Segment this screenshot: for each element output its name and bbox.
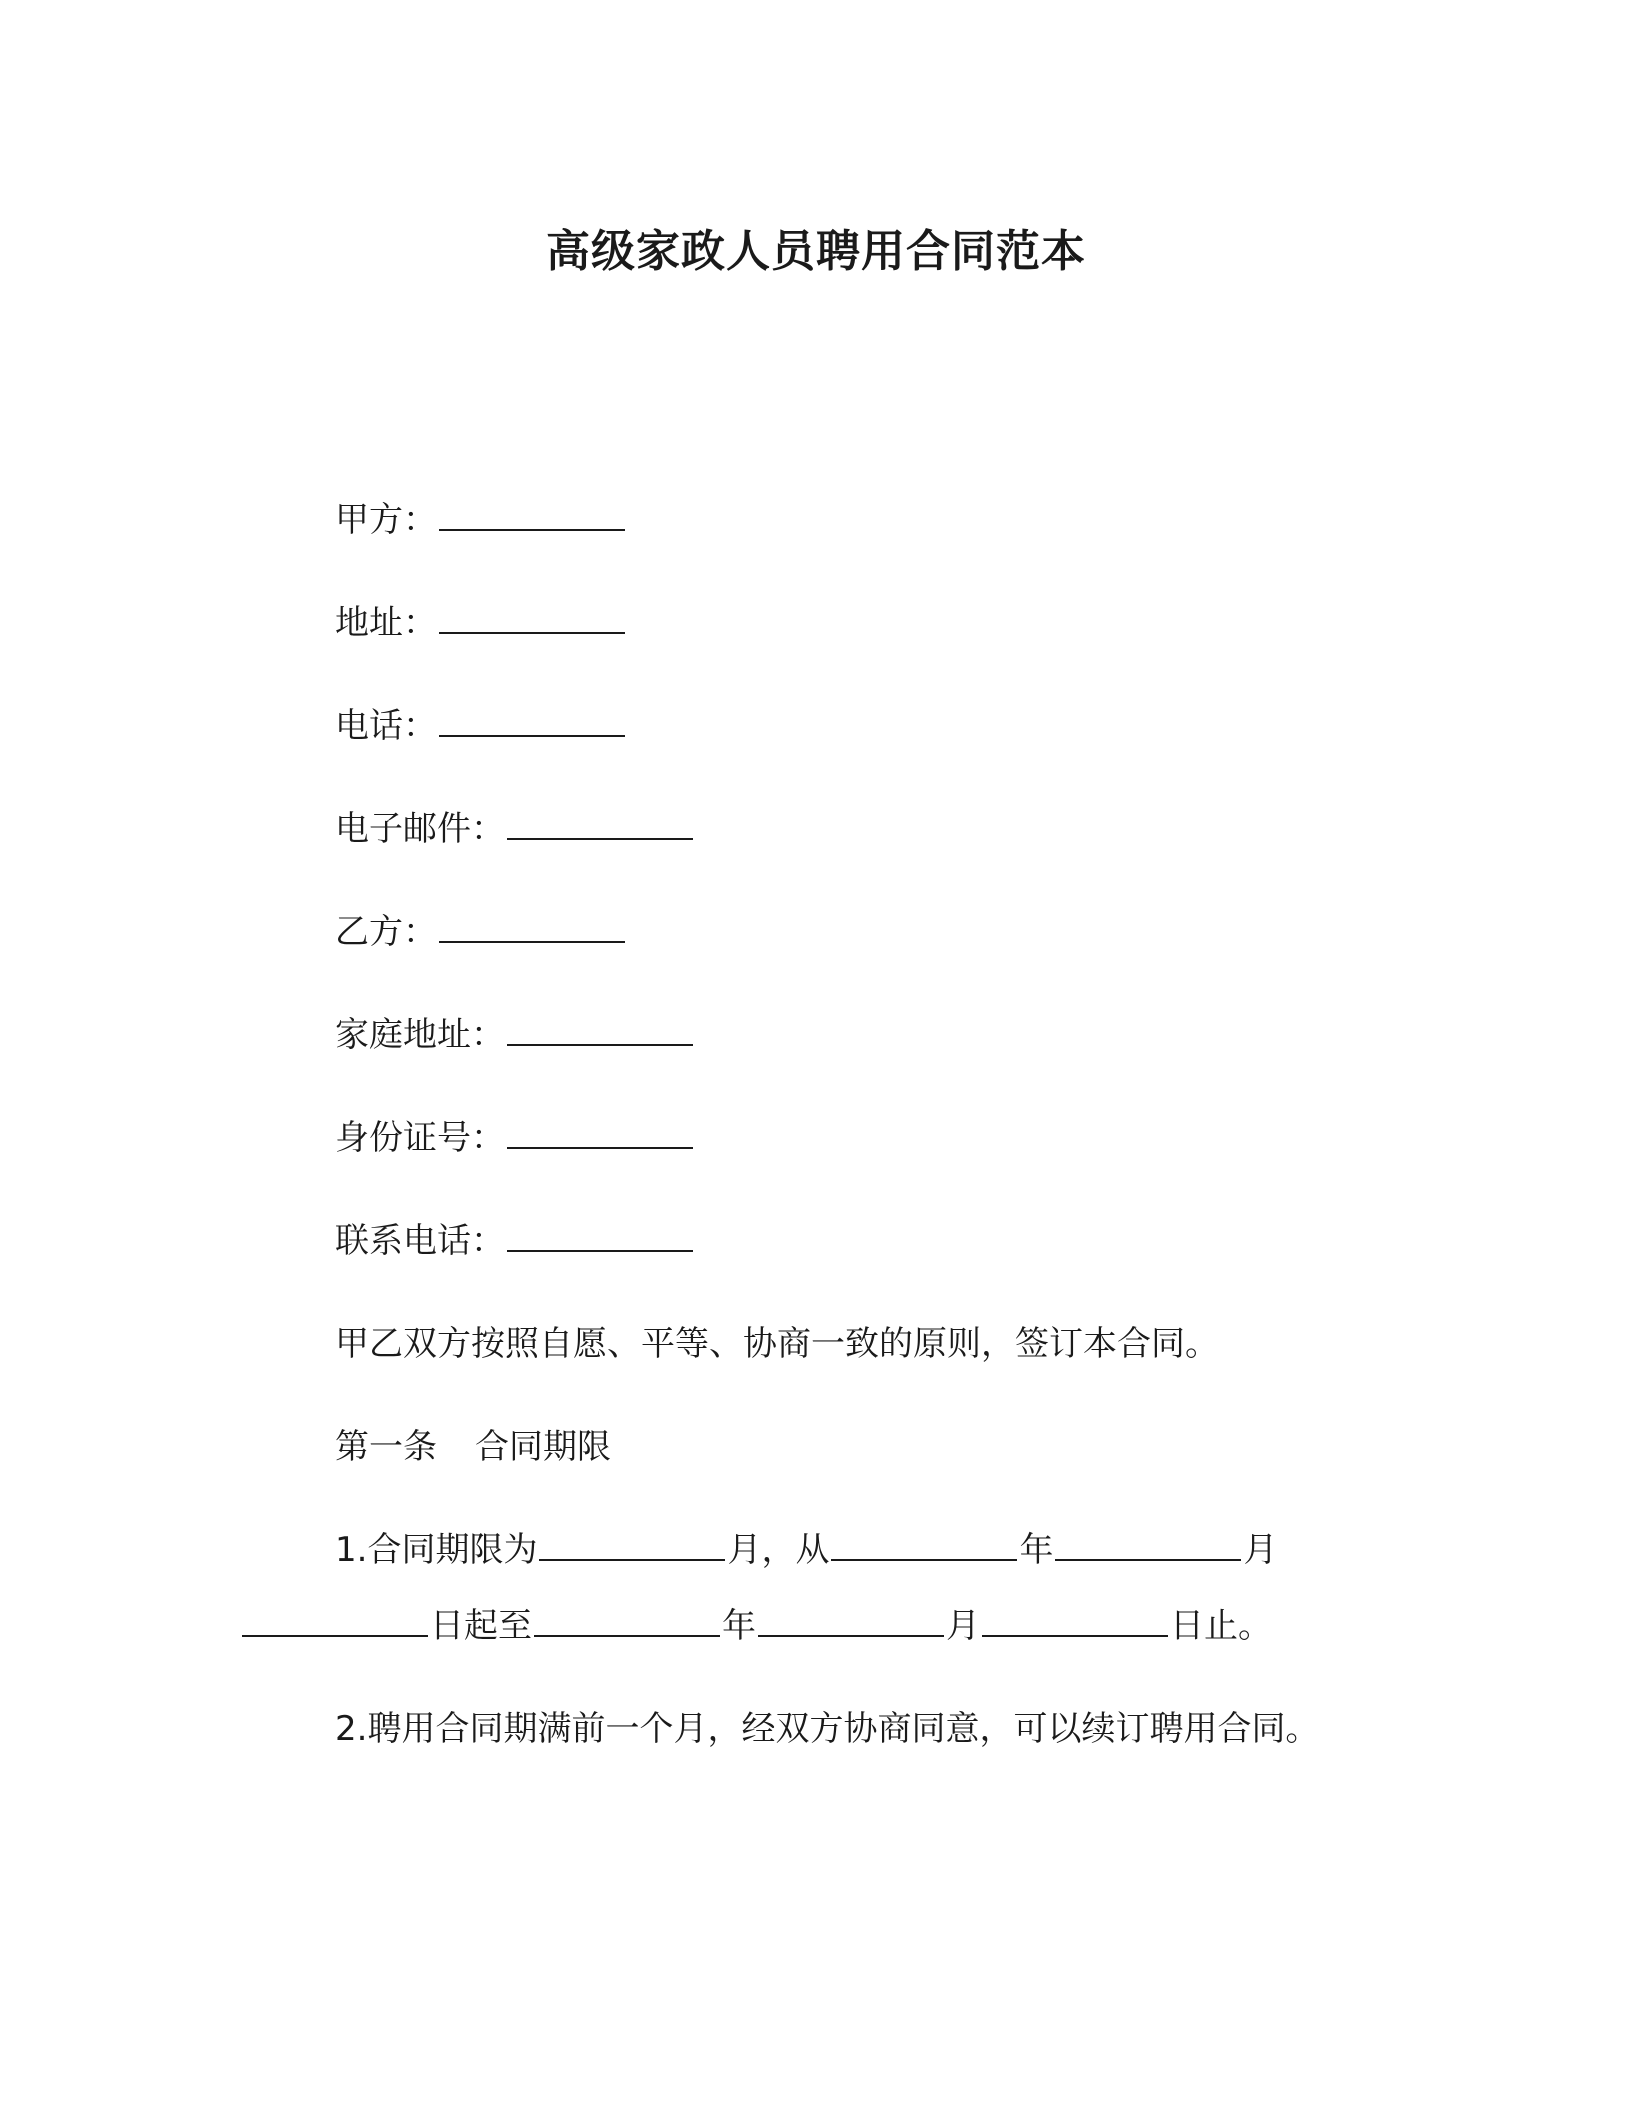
blank-line — [507, 1220, 693, 1252]
clause-text: 年 — [722, 1606, 756, 1646]
intro-paragraph: 甲乙双方按照自愿、平等、协商一致的原则，签订本合同。 — [335, 1324, 1219, 1364]
article-title: 合同期限 — [475, 1427, 611, 1467]
blank-line — [439, 705, 625, 737]
field-party-b — [335, 908, 627, 956]
clause-1-line-2 — [240, 1602, 1272, 1650]
blank-line — [507, 808, 693, 840]
clause-1-line-1 — [335, 1526, 1277, 1574]
clause-text: 年 — [1019, 1530, 1054, 1570]
field-label: 联系电话： — [335, 1221, 505, 1261]
clause-text: 月 — [1243, 1530, 1278, 1570]
clause-text: 1.合同期限为 — [335, 1530, 538, 1570]
blank-line — [534, 1605, 720, 1637]
document-title: 高级家政人员聘用合同范本 — [546, 226, 1086, 277]
field-phone — [335, 702, 627, 750]
article-number: 第一条 — [335, 1427, 437, 1467]
field-label: 地址： — [335, 603, 437, 643]
field-label: 甲方： — [335, 500, 437, 540]
field-email — [335, 805, 695, 853]
blank-line — [758, 1605, 944, 1637]
field-party-a — [335, 496, 627, 544]
blank-line — [242, 1605, 428, 1637]
clause-text: 月，从 — [727, 1530, 830, 1570]
clause-text: 日止。 — [1170, 1606, 1272, 1646]
field-label: 电话： — [335, 706, 437, 746]
blank-line — [507, 1014, 693, 1046]
article-heading — [335, 1423, 611, 1471]
field-label: 家庭地址： — [335, 1015, 505, 1055]
field-label: 乙方： — [335, 912, 437, 952]
field-home-address — [335, 1011, 695, 1059]
clause-text: 日起至 — [430, 1606, 532, 1646]
field-address — [335, 599, 627, 647]
field-contact-phone — [335, 1217, 695, 1265]
blank-line — [539, 1529, 725, 1561]
blank-line — [982, 1605, 1168, 1637]
blank-line — [439, 911, 625, 943]
blank-line — [439, 499, 625, 531]
clause-text: 月 — [946, 1606, 980, 1646]
field-id-number — [335, 1114, 695, 1162]
blank-line — [831, 1529, 1017, 1561]
field-label: 电子邮件： — [335, 809, 505, 849]
blank-line — [1055, 1529, 1241, 1561]
blank-line — [439, 602, 625, 634]
field-label: 身份证号： — [335, 1118, 505, 1158]
blank-line — [507, 1117, 693, 1149]
clause-2: 2.聘用合同期满前一个月，经双方协商同意，可以续订聘用合同。 — [335, 1709, 1320, 1749]
